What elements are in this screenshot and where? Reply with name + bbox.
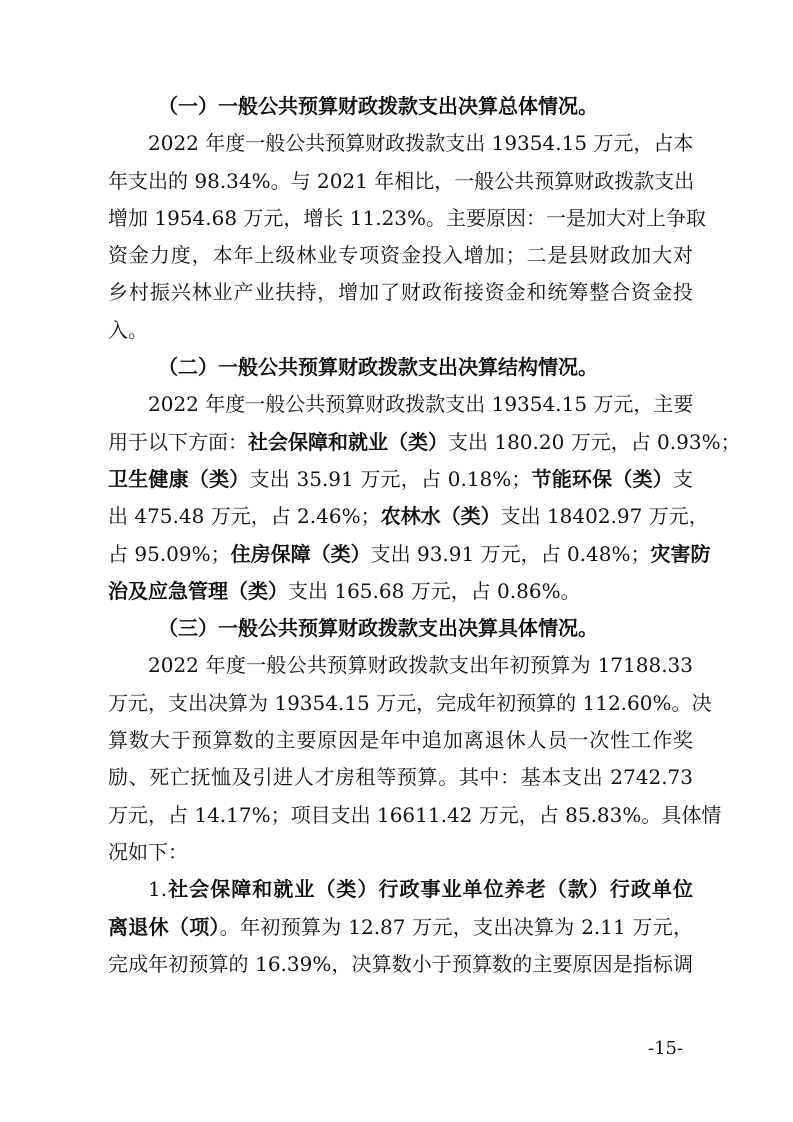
section3-line-2: 万元，支出决算为 19354.15 万元，完成年初预算的 112.60%。决 — [108, 690, 712, 715]
category-energy-environment: 节能环保（类） — [531, 466, 674, 491]
section1-heading: （一）一般公共预算财政拨款支出决算总体情况。 — [158, 94, 598, 118]
category-health: 卫生健康（类） — [108, 466, 250, 491]
text-segment: 支出 93.91 万元，占 0.48%； — [370, 541, 651, 566]
page-number: -15- — [648, 1038, 684, 1059]
category-housing: 住房保障（类） — [230, 541, 371, 566]
section1-line-2: 年支出的 98.34%。与 2021 年相比，一般公共预算财政拨款支出 — [108, 168, 695, 193]
section1-line-6: 入。 — [108, 317, 148, 342]
section1-line-1: 2022 年度一般公共预算财政拨款支出 19354.15 万元，占本 — [148, 131, 694, 156]
section2-line-6 — [108, 573, 693, 610]
text-segment: 支 — [673, 466, 694, 491]
item1-line-2 — [108, 909, 693, 946]
category-disaster-prevention-cont: 治及应急管理（类） — [108, 578, 288, 603]
section2-line-2 — [108, 424, 741, 461]
text-segment: 支出 18402.97 万元， — [500, 504, 709, 529]
text-segment: 支出 35.91 万元，占 0.18%； — [249, 466, 532, 491]
category-agriculture: 农林水（类） — [380, 504, 501, 529]
section2-heading: （二）一般公共预算财政拨款支出决算结构情况。 — [158, 355, 598, 380]
text-segment: 占 95.09%； — [108, 541, 231, 566]
item1-title: 社会保障和就业（类）行政事业单位养老（款）行政单位 — [167, 877, 693, 902]
category-disaster-prevention: 灾害防 — [650, 541, 711, 566]
item1-line-3: 完成年初预算的 16.39%，决算数小于预算数的主要原因是指标调 — [108, 951, 693, 976]
section3-line-3: 算数大于预算数的主要原因是年中追加离退休人员一次性工作奖 — [108, 728, 693, 753]
section1-line-5: 乡村振兴林业产业扶持，增加了财政衔接资金和统筹整合资金投 — [108, 280, 693, 305]
section2-line-3 — [108, 461, 693, 498]
text-segment: 支出 165.68 万元，占 0.86%。 — [288, 578, 581, 603]
text-segment: 支出 180.20 万元，占 0.93%； — [448, 429, 741, 454]
text-segment: 用于以下方面： — [108, 429, 248, 454]
category-social-security: 社会保障和就业（类） — [248, 429, 448, 454]
section2-line-4 — [108, 498, 709, 535]
section3-line-1: 2022 年度一般公共预算财政拨款支出年初预算为 17188.33 — [148, 653, 693, 678]
section1-line-4: 资金力度，本年上级林业专项资金投入增加；二是县财政加大对 — [108, 243, 693, 268]
item-number: 1. — [148, 877, 168, 902]
section3-line-6: 况如下： — [108, 839, 188, 864]
document-page — [108, 88, 741, 983]
text-segment: 。年初预算为 12.87 万元，支出决算为 2.11 万元， — [219, 914, 693, 939]
section3-line-5: 万元，占 14.17%；项目支出 16611.42 万元，占 85.83%。具体情 — [108, 802, 722, 827]
section2-line-1: 2022 年度一般公共预算财政拨款支出 19354.15 万元，主要 — [148, 392, 694, 417]
text-segment: 出 475.48 万元，占 2.46%； — [108, 504, 381, 529]
section1-line-3: 增加 1954.68 万元，增长 11.23%。主要原因：一是加大对上争取 — [108, 205, 707, 230]
section3-line-4: 励、死亡抚恤及引进人才房租等预算。其中：基本支出 2742.73 — [108, 765, 693, 790]
item1-line-1 — [108, 871, 693, 908]
section2-line-5 — [108, 536, 711, 573]
item1-title-cont: 离退休（项） — [108, 914, 220, 939]
section3-heading: （三）一般公共预算财政拨款支出决算具体情况。 — [158, 616, 598, 641]
